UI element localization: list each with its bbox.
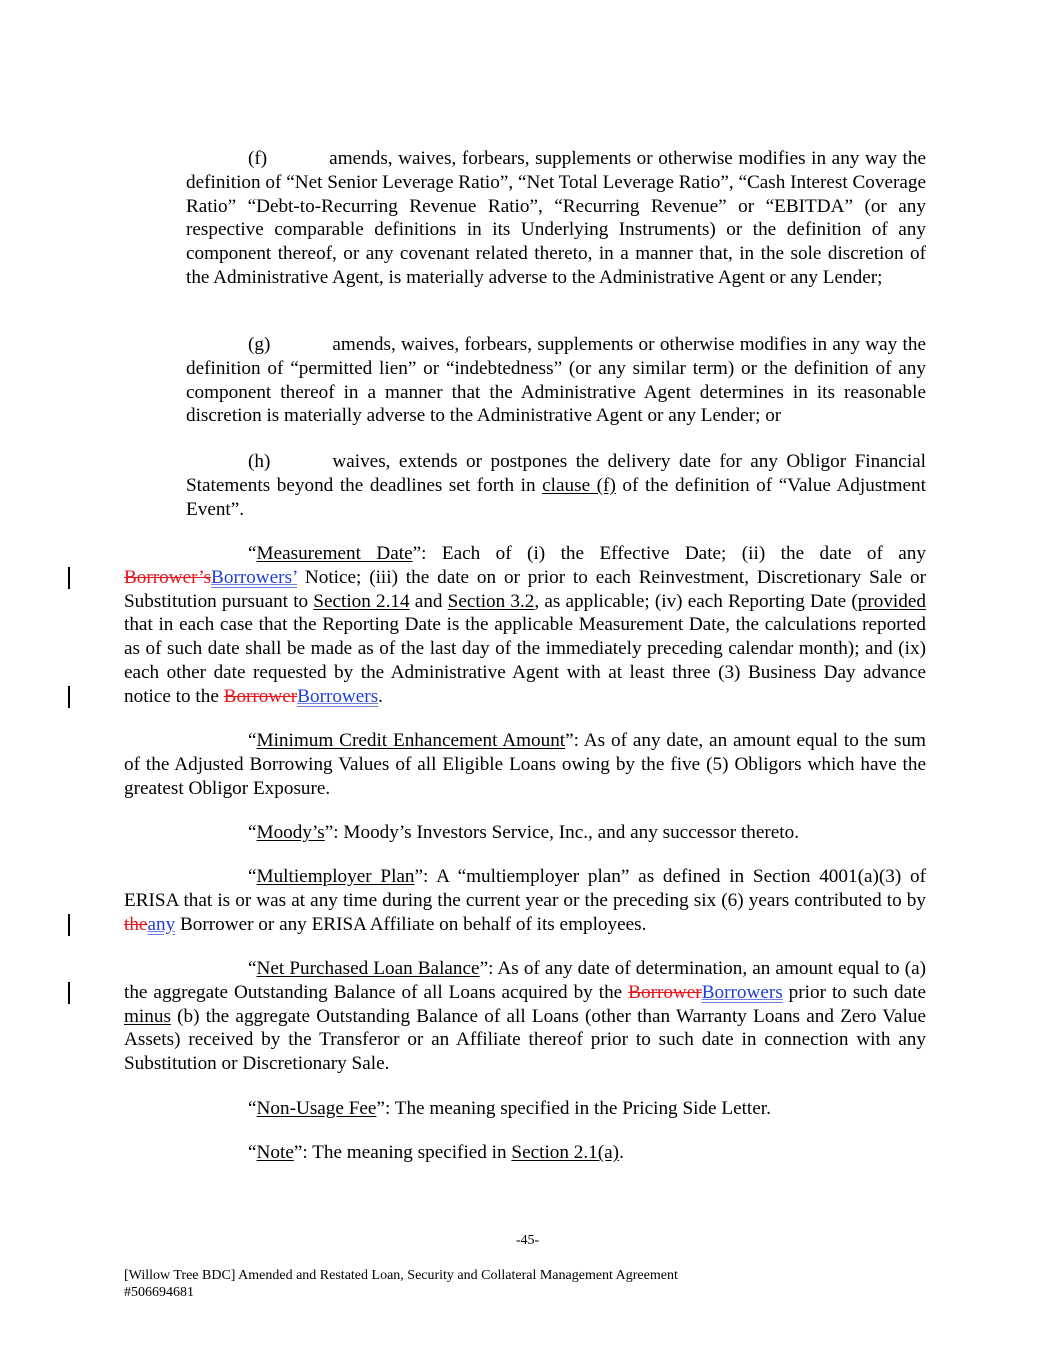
underlined-reference: minus xyxy=(124,1005,171,1027)
change-bar xyxy=(68,686,70,708)
text-run: ”: The meaning specified in xyxy=(293,1142,512,1163)
footer-doc-id: #506694681 xyxy=(124,1285,194,1300)
underlined-reference: Minimum Credit Enhancement Amount xyxy=(256,730,566,751)
text-run: Borrower or any ERISA Affiliate on behalf of its employees. xyxy=(175,913,647,935)
text-run: “ xyxy=(248,866,257,887)
text-run: that in each case that the Reporting Date is the applicable Measurement Date, the calculations reported as of such date shall be made as of the last day of the immediately preceding calendar month); and (ix) each other date requested by the Administrative Agent with at least three (3) Business Day advance notice to the xyxy=(124,614,926,707)
inserted-text: Borrowers xyxy=(701,981,783,1003)
underlined-reference: Section 3.2 xyxy=(447,590,535,612)
text-run: amends, waives, forbears, supplements or otherwise modifies in any way the definition of “permitted lien” or “indebtedness” (or any similar term) or the definition of any component thereof in a manner that the Administrative Agent determines in its reasonable discretion is materially adverse to the Administrative Agent or any Lender; or xyxy=(186,334,926,427)
clause-paragraph xyxy=(186,450,926,521)
definition-paragraph xyxy=(124,1141,926,1165)
text-run: (g) xyxy=(248,334,271,355)
clause-paragraph xyxy=(186,147,926,290)
definition-paragraph xyxy=(124,821,926,845)
underlined-reference: provided xyxy=(857,590,926,612)
underlined-reference: Note xyxy=(256,1142,294,1163)
definition-paragraph xyxy=(124,957,926,1076)
text-run: “ xyxy=(248,1142,257,1163)
text-run: (b) the aggregate Outstanding Balance of all Loans (other than Warranty Loans and Zero Value Assets) received by the Transferor or an Affiliate thereof prior to such date in connection with any Substitution or Discretionary Sale. xyxy=(124,1005,926,1075)
text-run: (h) xyxy=(248,451,271,472)
text-run: ”: Each of (i) the Effective Date; (ii) the date of any xyxy=(412,543,926,564)
text-run: ”: A “multiemployer plan” as defined in Section 4001(a)(3) of ERISA that is or was at any time during the current year or the preceding six (6) years contributed to by xyxy=(124,866,926,911)
deleted-text: Borrower’s xyxy=(124,566,212,588)
definition-paragraph xyxy=(124,1097,926,1121)
text-run: “ xyxy=(248,822,257,843)
clause-paragraph xyxy=(186,333,926,428)
inserted-text: Borrowers xyxy=(297,685,379,707)
page-number: -45- xyxy=(515,1233,540,1248)
inserted-text: Borrowers’ xyxy=(211,566,298,588)
text-run: “ xyxy=(248,543,257,564)
text-run: “ xyxy=(248,1098,257,1119)
deleted-text: Borrower xyxy=(628,981,702,1003)
deleted-text: the xyxy=(124,913,148,935)
text-run: ”: The meaning specified in the Pricing Side Letter. xyxy=(376,1098,771,1119)
text-run: , as applicable; (iv) each Reporting Date ( xyxy=(534,590,858,612)
change-bar xyxy=(68,914,70,936)
text-run: . xyxy=(378,685,383,707)
footer-title: [Willow Tree BDC] Amended and Restated Loan, Security and Collateral Management Agreement xyxy=(124,1268,678,1283)
deleted-text: Borrower xyxy=(223,685,298,707)
underlined-reference: Measurement Date xyxy=(256,543,413,564)
text-run: and xyxy=(409,590,448,612)
underlined-reference: Section 2.14 xyxy=(313,590,410,612)
inserted-text: any xyxy=(147,913,176,935)
underlined-reference: Non-Usage Fee xyxy=(256,1098,377,1119)
text-run: . xyxy=(619,1142,624,1163)
definition-paragraph xyxy=(124,865,926,936)
underlined-reference: Moody’s xyxy=(256,822,325,843)
text-run: “ xyxy=(248,958,257,979)
change-bar xyxy=(68,982,70,1004)
text-run: (f) xyxy=(248,148,268,169)
underlined-reference: clause (f) xyxy=(542,474,616,496)
text-run: ”: As of any date of determination, an amount equal to (a) the aggregate Outstanding Balance of all Loans acquired by the xyxy=(124,958,926,1003)
text-run: Notice; (iii) the date on or prior to each Reinvestment, Discretionary Sale or Substitution pursuant to xyxy=(124,566,926,612)
underlined-reference: Multiemployer Plan xyxy=(256,866,415,887)
text-run: ”: As of any date, an amount equal to the sum of the Adjusted Borrowing Values of all Eligible Loans owing by the five (5) Obligors which have the greatest Obligor Exposure. xyxy=(124,730,926,799)
definition-paragraph xyxy=(124,542,926,709)
underlined-reference: Section 2.1(a) xyxy=(511,1142,620,1163)
text-run: prior to such date xyxy=(782,981,926,1003)
text-run: amends, waives, forbears, supplements or otherwise modifies in any way the definition of “Net Senior Leverage Ratio”, “Net Total Leverage Ratio”, “Cash Interest Coverage Ratio” “Debt-to-Recurring Revenue Ratio”, “Recurring Revenue” or “EBITDA” (or any respective comparable definitions in its Underlying Instruments) or the definition of any component thereof, or any covenant related thereto, in a manner that, in the sole discretion of the Administrative Agent, is materially adverse to the Administrative Agent or any Lender; xyxy=(186,148,926,288)
change-bar xyxy=(68,567,70,589)
text-run: ”: Moody’s Investors Service, Inc., and any successor thereto. xyxy=(324,822,799,843)
text-run: waives, extends or postpones the delivery date for any Obligor Financial Statements beyond the deadlines set forth in xyxy=(186,451,926,496)
underlined-reference: Net Purchased Loan Balance xyxy=(256,958,480,979)
text-run: “ xyxy=(248,730,257,751)
definition-paragraph xyxy=(124,729,926,800)
text-run: of the definition of “Value Adjustment Event”. xyxy=(186,474,926,520)
